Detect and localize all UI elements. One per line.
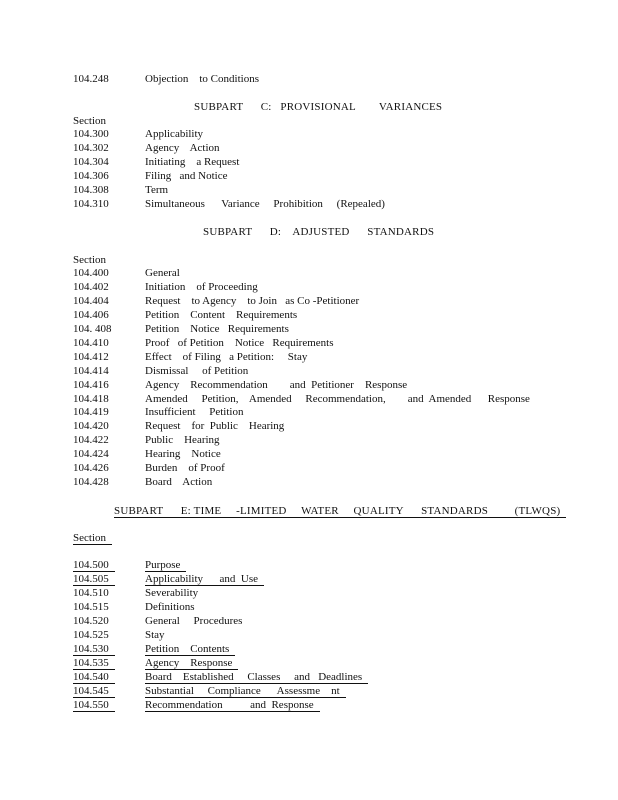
section-number: 104.520 <box>73 615 109 627</box>
subpart-d-section-label: Section <box>73 254 106 266</box>
section-title: Applicability and Use <box>145 573 264 586</box>
section-title: Effect of Filing a Petition: Stay <box>145 351 308 363</box>
section-number: 104.505 <box>73 573 115 586</box>
section-title: Recommendation and Response <box>145 699 320 712</box>
section-number: 104.500 <box>73 559 115 572</box>
section-number: 104.412 <box>73 351 109 363</box>
section-number: 104.535 <box>73 657 115 670</box>
section-number: 104.545 <box>73 685 115 698</box>
section-number: 104.304 <box>73 156 109 168</box>
section-number: 104.400 <box>73 267 109 279</box>
section-title: Insufficient Petition <box>145 406 244 418</box>
section-title: Definitions <box>145 601 195 613</box>
section-number: 104.410 <box>73 337 109 349</box>
section-title: Purpose <box>145 559 186 572</box>
section-number: 104.420 <box>73 420 109 432</box>
section-title: Agency Action <box>145 142 220 154</box>
section-title: Initiation of Proceeding <box>145 281 258 293</box>
section-title: General <box>145 267 180 279</box>
section-number: 104.414 <box>73 365 109 377</box>
section-number: 104.550 <box>73 699 115 712</box>
section-title: Substantial Compliance Assessme nt <box>145 685 346 698</box>
section-number: 104.310 <box>73 198 109 210</box>
section-number: 104.402 <box>73 281 109 293</box>
section-title: Agency Response <box>145 657 238 670</box>
section-title: Filing and Notice <box>145 170 228 182</box>
section-title: Request to Agency to Join as Co -Petitioner <box>145 295 360 307</box>
section-number: 104.540 <box>73 671 115 684</box>
section-title: Term <box>145 184 169 196</box>
section-number: 104.515 <box>73 601 109 613</box>
section-title: General Procedures <box>145 615 243 627</box>
subpart-e-heading-text: SUBPART E: TIME -LIMITED WATER QUALITY STANDARDS (TLWQS) <box>114 505 566 518</box>
section-number: 104.510 <box>73 587 109 599</box>
section-number: 104. 408 <box>73 323 112 335</box>
section-number: 104.308 <box>73 184 109 196</box>
section-title: Initiating a Request <box>145 156 240 168</box>
section-number: 104.525 <box>73 629 109 641</box>
section-title: Burden of Proof <box>145 462 225 474</box>
section-title: Severability <box>145 587 199 599</box>
section-title: Petition Contents <box>145 643 235 656</box>
subpart-e-heading <box>114 504 566 518</box>
section-number: 104.418 <box>73 393 109 405</box>
section-title: Petition Content Requirements <box>145 309 298 321</box>
section-title: Stay <box>145 629 165 641</box>
section-title: Simultaneous Variance Prohibition (Repealed) <box>145 198 385 210</box>
section-title: Board Action <box>145 476 213 488</box>
section-number: 104.428 <box>73 476 109 488</box>
section-number: 104.530 <box>73 643 115 656</box>
section-title: Proof of Petition Notice Requirements <box>145 337 334 349</box>
section-title: Petition Notice Requirements <box>145 323 289 335</box>
subpart-c-heading: SUBPART C: PROVISIONAL VARIANCES <box>194 101 443 113</box>
section-number: 104.300 <box>73 128 109 140</box>
subpart-e-section-label-text: Section <box>73 532 112 545</box>
section-number: 104.426 <box>73 462 109 474</box>
section-number: 104.404 <box>73 295 109 307</box>
section-number: 104.419 <box>73 406 109 418</box>
section-number: 104.306 <box>73 170 109 182</box>
subpart-d-heading: SUBPART D: ADJUSTED STANDARDS <box>203 226 435 238</box>
section-number: 104.422 <box>73 434 109 446</box>
section-number: 104.406 <box>73 309 109 321</box>
section-number: 104.302 <box>73 142 109 154</box>
subpart-e-section-label <box>73 532 112 545</box>
section-title: Public Hearing <box>145 434 220 446</box>
section-title: Objection to Conditions <box>145 73 259 85</box>
section-title: Applicability <box>145 128 204 140</box>
subpart-c-section-label: Section <box>73 115 106 127</box>
section-title: Board Established Classes and Deadlines <box>145 671 368 684</box>
section-number: 104.248 <box>73 73 109 85</box>
section-title: Dismissal of Petition <box>145 365 249 377</box>
section-title: Request for Public Hearing <box>145 420 285 432</box>
section-title: Agency Recommendation and Petitioner Response <box>145 379 408 391</box>
section-title: Hearing Notice <box>145 448 221 460</box>
section-number: 104.416 <box>73 379 109 391</box>
section-number: 104.424 <box>73 448 109 460</box>
section-title: Amended Petition, Amended Recommendation, and Amended Response <box>145 393 530 405</box>
